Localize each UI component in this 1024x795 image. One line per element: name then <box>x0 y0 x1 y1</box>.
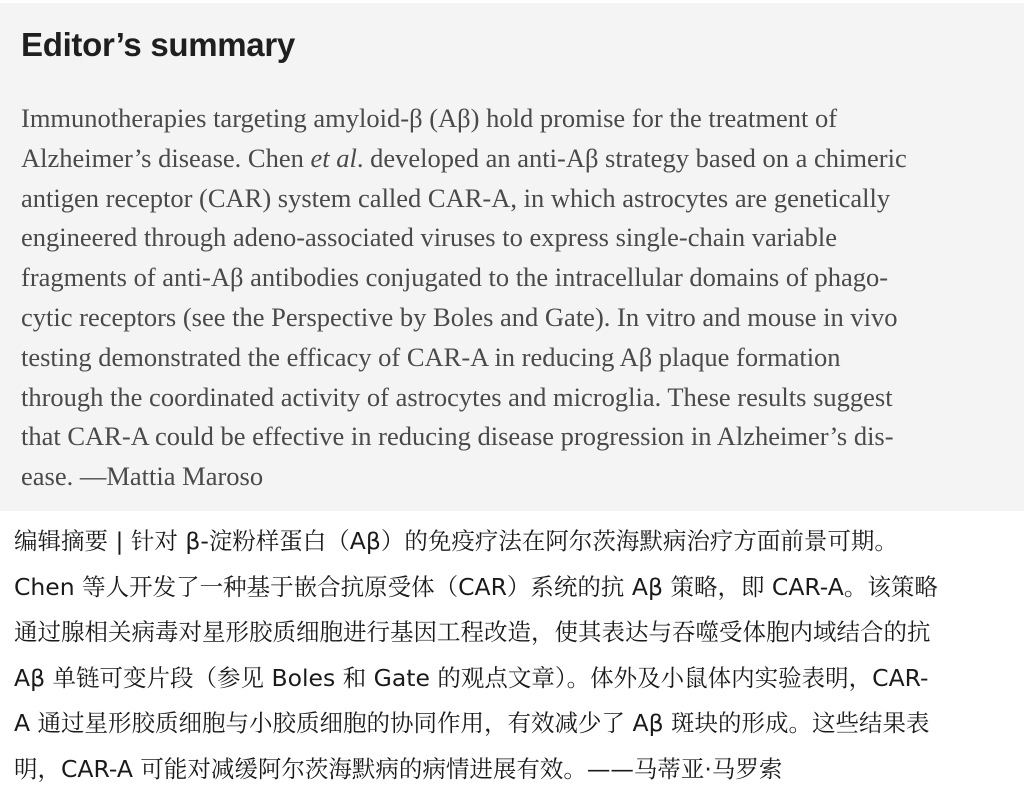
summary-line: fragments of anti-Aβ antibodies conjugated to the intracellular domains of phago- <box>21 262 889 293</box>
summary-line: that CAR-A could be effective in reducing disease progression in Alzheimer’s dis- <box>21 421 894 452</box>
summary-line: Alzheimer’s disease. Chen et al. developed an anti-Aβ strategy based on a chimeric <box>21 142 907 173</box>
summary-line: through the coordinated activity of astrocytes and microglia. These results suggest <box>21 381 893 412</box>
summary-line: cytic receptors (see the Perspective by Boles and Gate). In vitro and mouse in vivo <box>21 301 898 332</box>
translation-line: 通过腺相关病毒对星形胶质细胞进行基因工程改造，使其表达与吞噬受体胞内域结合的抗 <box>14 618 931 646</box>
summary-line: testing demonstrated the efficacy of CAR-A in reducing Aβ plaque formation <box>21 341 841 372</box>
translation-line: Aβ 单链可变片段（参见 Boles 和 Gate 的观点文章）。体外及小鼠体内实验表明，CAR- <box>14 663 929 692</box>
summary-line: Immunotherapies targeting amyloid-β (Aβ) hold promise for the treatment of <box>21 103 838 133</box>
translation-line: Chen 等人开发了一种基于嵌合抗原受体（CAR）系统的抗 Aβ 策略，即 CAR-A。该策略 <box>14 572 938 601</box>
translation-line: 编辑摘要 | 针对 β-淀粉样蛋白（Aβ）的免疫疗法在阿尔茨海默病治疗方面前景可期。 <box>14 527 898 555</box>
editors-summary-card <box>0 3 1024 511</box>
summary-line: engineered through adeno-associated viruses to express single-chain variable <box>21 222 838 253</box>
summary-heading: Editor’s summary <box>21 26 295 63</box>
summary-paragraph <box>21 99 1004 497</box>
summary-line: antigen receptor (CAR) system called CAR-A, in which astrocytes are genetically <box>21 182 891 213</box>
translation-line: A 通过星形胶质细胞与小胶质细胞的协同作用，有效减少了 Aβ 斑块的形成。这些结果表 <box>14 709 930 737</box>
chinese-translation <box>14 519 1019 792</box>
translation-line: 明，CAR-A 可能对减缓阿尔茨海默病的病情进展有效。——马蒂亚·马罗索 <box>14 754 783 783</box>
et-al-italic: et al <box>310 142 357 173</box>
summary-line: ease. —Mattia Maroso <box>21 461 264 492</box>
